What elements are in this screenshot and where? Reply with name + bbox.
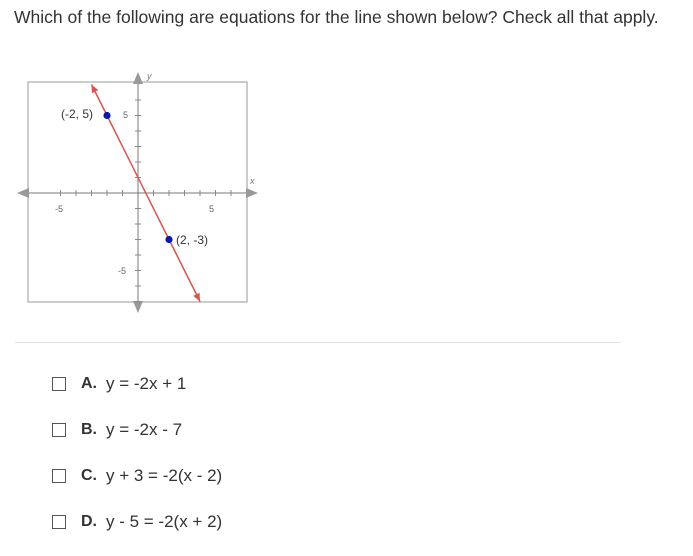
question-text: Which of the following are equations for the line shown below? Check all that apply.	[14, 7, 659, 27]
y-axis-label: y	[147, 71, 152, 81]
axis-ticks	[61, 100, 232, 302]
choice-letter: D.	[81, 513, 97, 530]
y-tick-label-neg5: -5	[118, 266, 127, 276]
choice-equation: y = -2x + 1	[106, 374, 187, 393]
point-b-label: (2, -3)	[176, 233, 209, 247]
choice-d[interactable]	[50, 510, 222, 534]
y-axis-up-arrow	[133, 72, 143, 84]
choice-c[interactable]	[50, 464, 222, 488]
x-tick-label-5: 5	[209, 204, 215, 214]
choice-letter: A.	[81, 375, 97, 392]
x-axis-left-arrow	[17, 188, 29, 198]
checkbox-c[interactable]	[52, 469, 66, 483]
choice-letter: C.	[81, 467, 97, 484]
choice-equation: y = -2x - 7	[106, 420, 183, 439]
x-tick-label-neg5: -5	[55, 204, 64, 214]
choice-b[interactable]	[50, 418, 222, 442]
section-divider	[15, 342, 621, 343]
y-tick-label-5: 5	[123, 110, 129, 120]
answer-choices	[50, 372, 222, 556]
choice-letter: B.	[81, 421, 97, 438]
x-axis-label: x	[250, 176, 255, 186]
point-a-label: (-2, 5)	[61, 107, 94, 121]
x-axis-right-arrow	[246, 188, 258, 198]
checkbox-a[interactable]	[52, 377, 66, 391]
checkbox-b[interactable]	[52, 423, 66, 437]
point-a-marker	[103, 112, 110, 119]
checkbox-d[interactable]	[52, 515, 66, 529]
y-axis-down-arrow	[133, 301, 143, 313]
choice-equation: y + 3 = -2(x - 2)	[106, 466, 223, 485]
choice-equation: y - 5 = -2(x + 2)	[106, 512, 223, 531]
choice-a[interactable]	[50, 372, 222, 396]
point-b-marker	[165, 236, 172, 243]
